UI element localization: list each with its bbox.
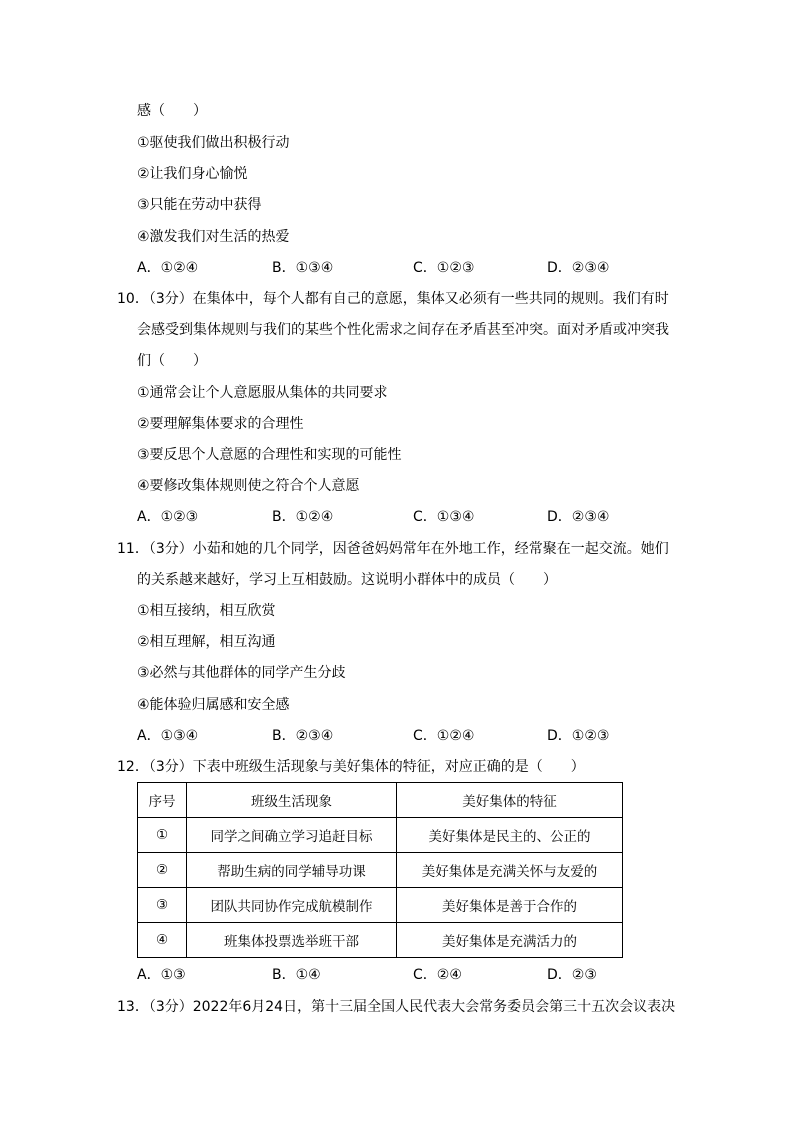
q12-option-c: C．②④ <box>413 967 462 983</box>
q12-option-d: D．②③ <box>547 967 597 983</box>
q10-option-a: A．①②③ <box>137 509 199 525</box>
q12-table <box>137 782 623 958</box>
table-cell: 团队共同协作完成航模制作 <box>187 888 397 923</box>
q12-options <box>137 965 697 985</box>
table-header-cell: 班级生活现象 <box>187 783 397 818</box>
q10-item-4: ④要修改集体规则使之符合个人意愿 <box>137 478 360 494</box>
q10-options <box>137 507 697 527</box>
table-cell: ② <box>138 853 187 888</box>
table-cell: 美好集体是民主的、公正的 <box>397 818 623 853</box>
q11-item-3: ③必然与其他群体的同学产生分歧 <box>137 665 346 681</box>
q9-item-3: ③只能在劳动中获得 <box>137 197 262 213</box>
q10-item-3: ③要反思个人意愿的合理性和实现的可能性 <box>137 447 402 463</box>
q12-stem: 12．（3分）下表中班级生活现象与美好集体的特征，对应正确的是（ ） <box>117 759 585 775</box>
q10-option-c: C．①③④ <box>413 509 475 525</box>
table-row <box>138 818 623 853</box>
table-header-cell: 美好集体的特征 <box>397 783 623 818</box>
table-cell: 美好集体是善于合作的 <box>397 888 623 923</box>
q13-stem-line-1: 13．（3分）2022年6月24日，第十三届全国人民代表大会常务委员会第三十五次会议表决 <box>117 999 676 1015</box>
q9-option-d: D．②③④ <box>547 260 610 276</box>
table-row <box>138 923 623 958</box>
q11-option-b: B．②③④ <box>272 728 334 744</box>
q10-stem-line-2: 会感受到集体规则与我们的某些个性化需求之间存在矛盾甚至冲突。面对矛盾或冲突我 <box>137 322 669 338</box>
q9-option-a: A．①②④ <box>137 260 199 276</box>
q10-option-d: D．②③④ <box>547 509 610 525</box>
table-cell: ④ <box>138 923 187 958</box>
table-row <box>138 888 623 923</box>
table-cell: ① <box>138 818 187 853</box>
q12-option-b: B．①④ <box>272 967 321 983</box>
q9-item-1: ①驱使我们做出积极行动 <box>137 135 290 151</box>
q10-item-2: ②要理解集体要求的合理性 <box>137 416 304 432</box>
q11-option-a: A．①③④ <box>137 728 199 744</box>
table-row <box>138 853 623 888</box>
table-cell: 帮助生病的同学辅导功课 <box>187 853 397 888</box>
q10-stem-line-3: 们（ ） <box>137 353 207 369</box>
q11-item-2: ②相互理解，相互沟通 <box>137 634 276 650</box>
q11-item-4: ④能体验归属感和安全感 <box>137 697 290 713</box>
q9-item-2: ②让我们身心愉悦 <box>137 166 248 182</box>
q11-option-d: D．①②③ <box>547 728 610 744</box>
q11-stem-line-1: 11．（3分）小茹和她的几个同学，因爸爸妈妈常年在外地工作，经常聚在一起交流。她们 <box>117 541 669 557</box>
table-cell: ③ <box>138 888 187 923</box>
q11-option-c: C．①②④ <box>413 728 475 744</box>
table-header-row <box>138 783 623 818</box>
table-header-cell: 序号 <box>138 783 187 818</box>
q11-options <box>137 726 697 746</box>
q10-item-1: ①通常会让个人意愿服从集体的共同要求 <box>137 385 388 401</box>
q10-stem-line-1: 10．（3分）在集体中，每个人都有自己的意愿，集体又必须有一些共同的规则。我们有时 <box>117 291 669 307</box>
q11-item-1: ①相互接纳，相互欣赏 <box>137 603 276 619</box>
q11-stem-line-2: 的关系越来越好，学习上互相鼓励。这说明小群体中的成员（ ） <box>137 572 557 588</box>
q12-option-a: A．①③ <box>137 967 186 983</box>
q9-item-4: ④激发我们对生活的热爱 <box>137 229 290 245</box>
q10-option-b: B．①②④ <box>272 509 334 525</box>
table-cell: 班集体投票选举班干部 <box>187 923 397 958</box>
q9-option-b: B．①③④ <box>272 260 334 276</box>
q9-stem-tail: 感（ ） <box>137 103 207 119</box>
table-cell: 美好集体是充满关怀与友爱的 <box>397 853 623 888</box>
q9-options <box>137 258 697 278</box>
q9-option-c: C．①②③ <box>413 260 475 276</box>
table-cell: 同学之间确立学习追赶目标 <box>187 818 397 853</box>
table-cell: 美好集体是充满活力的 <box>397 923 623 958</box>
